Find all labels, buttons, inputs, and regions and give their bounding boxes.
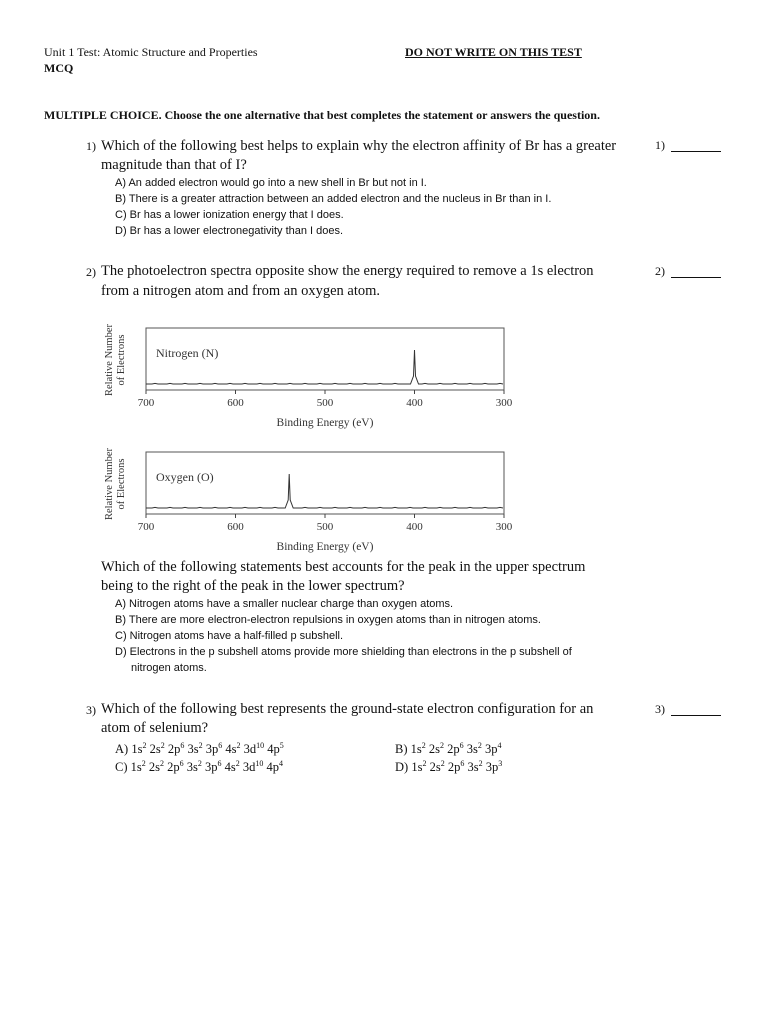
orbital-exponent: 2 — [236, 741, 241, 750]
q3-option-d-label: D) — [395, 760, 409, 774]
orbital-term: $3p^6$ — [201, 759, 222, 774]
orbital-term: $4s^2$ — [222, 741, 241, 756]
x-tick-label: 500 — [316, 521, 334, 533]
orbital-term: $3s^2$ — [184, 741, 203, 756]
orbital-exponent: 2 — [421, 741, 426, 750]
question-2-followup-line2: being to the right of the peak in the lower spectrum? — [101, 578, 405, 594]
x-tick-label: 700 — [137, 397, 155, 409]
orbital-term: $3p^3$ — [482, 759, 503, 774]
orbital-term: $2p^6$ — [444, 759, 465, 774]
question-3-text-line1: Which of the following best represents the ground-state electron configuration for an — [101, 701, 594, 717]
orbital-term: $2p^6$ — [164, 741, 185, 756]
x-tick-label: 600 — [227, 521, 244, 533]
orbital-exponent: 6 — [217, 759, 222, 768]
orbital-term: $4s^2$ — [221, 759, 240, 774]
nitrogen-title: Nitrogen (N) — [156, 346, 219, 360]
orbital-term: $4p^5$ — [264, 741, 284, 756]
answer-1-label: 1) — [655, 138, 665, 152]
question-1-number: 1) — [86, 139, 96, 153]
answer-2-label: 2) — [655, 264, 665, 278]
orbital-term: $3s^2$ — [463, 741, 482, 756]
orbital-exponent: 4 — [497, 741, 502, 750]
oxygen-title: Oxygen (O) — [156, 470, 214, 484]
orbital-exponent: 2 — [142, 741, 147, 750]
orbital-term: $4p^4$ — [263, 759, 283, 774]
answer-1-blank[interactable] — [671, 139, 721, 152]
orbital-exponent: 6 — [459, 741, 464, 750]
question-2-options — [115, 596, 572, 676]
orbital-term: $2s^2$ — [145, 759, 164, 774]
orbital-exponent: 2 — [478, 759, 483, 768]
orbital-exponent: 2 — [440, 741, 444, 750]
orbital-term: $2s^2$ — [425, 741, 444, 756]
oxygen-ylabel-line2: of Electrons — [116, 458, 127, 510]
orbital-exponent: 10 — [255, 759, 264, 768]
q1-option-c: C) Br has a lower ionization energy that I does. — [115, 209, 344, 221]
question-2-number: 2) — [86, 265, 96, 279]
orbital-term: $3s^2$ — [183, 759, 202, 774]
q3-option-d-config — [411, 760, 502, 774]
orbital-term: $1s^2$ — [130, 759, 146, 774]
question-2-followup-line1: Which of the following statements best accounts for the peak in the upper spectrum — [101, 559, 586, 575]
orbital-term: $1s^2$ — [131, 741, 147, 756]
q1-option-d: D) Br has a lower electronegativity than I does. — [115, 225, 344, 237]
orbital-term: $3s^2$ — [464, 759, 483, 774]
q2-option-d: D) Electrons in the p subshell atoms provide more shielding than electrons in the p subshell of — [115, 646, 572, 658]
orbital-exponent: 2 — [198, 741, 203, 750]
orbital-exponent: 2 — [477, 741, 482, 750]
orbital-exponent: 5 — [279, 741, 284, 750]
q2-option-c: C) Nitrogen atoms have a half-filled p subshell. — [115, 630, 344, 642]
orbital-term: $1s^2$ — [410, 741, 426, 756]
orbital-term: $2s^2$ — [426, 759, 445, 774]
orbital-exponent: 2 — [160, 759, 164, 768]
orbital-term: $2s^2$ — [146, 741, 165, 756]
question-1-text-line1: Which of the following best helps to explain why the electron affinity of Br has a greater — [101, 138, 617, 154]
q3-option-c-label: C) — [115, 760, 128, 774]
instructions: MULTIPLE CHOICE. Choose the one alternative that best completes the statement or answers the question. — [44, 108, 600, 122]
answer-3-label: 3) — [655, 702, 665, 716]
orbital-exponent: 4 — [279, 759, 283, 768]
orbital-term: $3d^{10}$ — [240, 741, 265, 756]
question-3-text-line2: atom of selenium? — [101, 720, 209, 736]
q1-option-a: A) An added electron would go into a new shell in Br but not in I. — [115, 177, 427, 189]
x-tick-label: 600 — [227, 397, 244, 409]
q2-option-b: B) There are more electron-electron repulsions in oxygen atoms than in nitrogen atoms. — [115, 614, 541, 626]
orbital-term: $3d^{10}$ — [239, 759, 264, 774]
x-tick-label: 400 — [406, 397, 423, 409]
q2-option-a: A) Nitrogen atoms have a smaller nuclear charge than oxygen atoms. — [115, 598, 454, 610]
orbital-exponent: 6 — [179, 759, 184, 768]
orbital-exponent: 2 — [197, 759, 202, 768]
answer-3-blank[interactable] — [671, 703, 721, 716]
test-title: Unit 1 Test: Atomic Structure and Properties — [44, 45, 258, 59]
nitrogen-spectrum — [104, 323, 513, 429]
nitrogen-ylabel-line2: of Electrons — [116, 334, 127, 386]
oxygen-ylabel-line1: Relative Number — [104, 447, 115, 521]
x-tick-label: 700 — [137, 521, 155, 533]
x-tick-label: 300 — [495, 397, 513, 409]
orbital-exponent: 2 — [160, 741, 165, 750]
orbital-exponent: 3 — [498, 759, 503, 768]
orbital-exponent: 2 — [440, 759, 445, 768]
q3-option-b — [395, 740, 502, 758]
orbital-term: $2p^6$ — [164, 759, 184, 774]
q3-option-c — [115, 758, 283, 776]
orbital-exponent: 6 — [180, 741, 185, 750]
q3-option-a-config — [131, 742, 283, 756]
nitrogen-ylabel-line1: Relative Number — [104, 323, 115, 397]
orbital-exponent: 6 — [218, 741, 223, 750]
orbital-term: $1s^2$ — [411, 759, 427, 774]
warning-title: DO NOT WRITE ON THIS TEST — [405, 45, 582, 59]
test-subtitle: MCQ — [44, 61, 74, 75]
x-tick-label: 400 — [406, 521, 423, 533]
oxygen-xlabel: Binding Energy (eV) — [276, 541, 374, 553]
answer-2-blank[interactable] — [671, 265, 721, 278]
nitrogen-xlabel: Binding Energy (eV) — [276, 417, 374, 429]
question-1-text-line2: magnitude than that of I? — [101, 157, 247, 173]
orbital-exponent: 10 — [256, 741, 265, 750]
q3-option-c-config — [131, 760, 283, 774]
q1-option-b: B) There is a greater attraction between an added electron and the nucleus in Br than in I. — [115, 193, 552, 205]
question-1-options — [115, 175, 551, 239]
orbital-term: $3p^4$ — [481, 741, 502, 756]
q3-option-b-config — [411, 742, 502, 756]
question-2-text-line2: from a nitrogen atom and from an oxygen atom. — [101, 283, 381, 299]
question-2-text-line1: The photoelectron spectra opposite show the energy required to remove a 1s electron — [101, 263, 594, 279]
q3-option-d — [395, 758, 502, 776]
orbital-term: $3p^6$ — [202, 741, 223, 756]
q3-option-b-label: B) — [395, 742, 408, 756]
question-3-number: 3) — [86, 703, 96, 717]
photoelectron-spectra — [100, 318, 530, 560]
x-tick-label: 300 — [495, 521, 513, 533]
orbital-exponent: 2 — [235, 759, 240, 768]
orbital-exponent: 2 — [422, 759, 427, 768]
oxygen-spectrum — [104, 447, 513, 553]
orbital-term: $2p^6$ — [444, 741, 464, 756]
q2-option-d-continued: nitrogen atoms. — [131, 662, 207, 674]
orbital-exponent: 2 — [141, 759, 146, 768]
orbital-exponent: 6 — [460, 759, 465, 768]
x-tick-label: 500 — [316, 397, 334, 409]
q3-option-a-label: A) — [115, 742, 129, 756]
q3-option-a — [115, 740, 284, 758]
